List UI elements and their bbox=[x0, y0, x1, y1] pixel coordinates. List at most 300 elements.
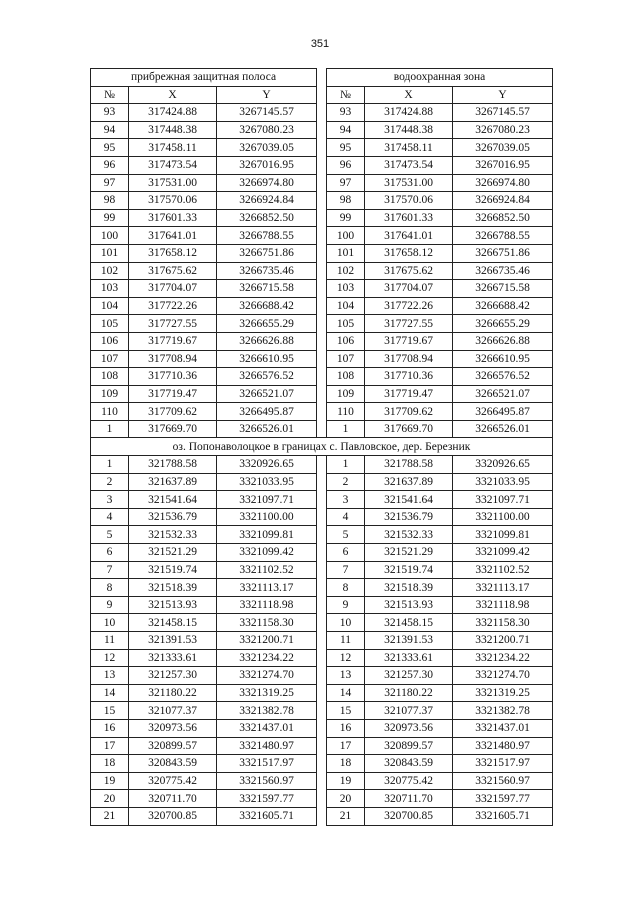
x-coordinate: 317727.55 bbox=[365, 315, 453, 333]
x-coordinate: 320711.70 bbox=[129, 790, 217, 808]
x-coordinate: 321518.39 bbox=[365, 579, 453, 597]
y-coordinate: 3266521.07 bbox=[453, 385, 553, 403]
y-coordinate: 3266924.84 bbox=[217, 192, 317, 210]
y-coordinate: 3267016.95 bbox=[217, 156, 317, 174]
point-number: 2 bbox=[327, 473, 365, 491]
table-row bbox=[91, 737, 553, 755]
point-number: 3 bbox=[91, 491, 129, 509]
x-coordinate: 317601.33 bbox=[129, 209, 217, 227]
x-coordinate: 321077.37 bbox=[365, 702, 453, 720]
y-coordinate: 3321274.70 bbox=[453, 667, 553, 685]
x-coordinate: 321536.79 bbox=[365, 508, 453, 526]
left-group-header: прибрежная защитная полоса bbox=[91, 69, 317, 87]
x-coordinate: 320899.57 bbox=[129, 737, 217, 755]
y-coordinate: 3321033.95 bbox=[217, 473, 317, 491]
x-coordinate: 320775.42 bbox=[129, 772, 217, 790]
point-number: 16 bbox=[327, 719, 365, 737]
x-coordinate: 321788.58 bbox=[365, 456, 453, 474]
y-coordinate: 3321517.97 bbox=[453, 755, 553, 773]
point-number: 10 bbox=[91, 614, 129, 632]
x-coordinate: 320973.56 bbox=[129, 719, 217, 737]
right-y-header: Y bbox=[453, 86, 553, 104]
table-row bbox=[91, 385, 553, 403]
point-number: 2 bbox=[91, 473, 129, 491]
point-number: 14 bbox=[327, 684, 365, 702]
column-gap bbox=[317, 86, 327, 104]
x-coordinate: 321257.30 bbox=[129, 667, 217, 685]
point-number: 100 bbox=[91, 227, 129, 245]
y-coordinate: 3266626.88 bbox=[217, 332, 317, 350]
point-number: 6 bbox=[327, 544, 365, 562]
column-gap bbox=[317, 227, 327, 245]
column-gap bbox=[317, 561, 327, 579]
column-gap bbox=[317, 69, 327, 87]
x-coordinate: 317601.33 bbox=[365, 209, 453, 227]
y-coordinate: 3267016.95 bbox=[453, 156, 553, 174]
table-row bbox=[91, 526, 553, 544]
point-number: 6 bbox=[91, 544, 129, 562]
column-gap bbox=[317, 280, 327, 298]
y-coordinate: 3321382.78 bbox=[217, 702, 317, 720]
column-gap bbox=[317, 297, 327, 315]
x-coordinate: 321333.61 bbox=[129, 649, 217, 667]
x-coordinate: 321532.33 bbox=[365, 526, 453, 544]
table-body bbox=[91, 69, 553, 826]
point-number: 16 bbox=[91, 719, 129, 737]
y-coordinate: 3266655.29 bbox=[217, 315, 317, 333]
point-number: 4 bbox=[327, 508, 365, 526]
y-coordinate: 3321158.30 bbox=[453, 614, 553, 632]
point-number: 13 bbox=[327, 667, 365, 685]
y-coordinate: 3266526.01 bbox=[453, 420, 553, 438]
column-gap bbox=[317, 526, 327, 544]
point-number: 104 bbox=[91, 297, 129, 315]
left-num-header: № bbox=[91, 86, 129, 104]
column-gap bbox=[317, 332, 327, 350]
y-coordinate: 3321437.01 bbox=[453, 719, 553, 737]
x-coordinate: 317570.06 bbox=[365, 192, 453, 210]
y-coordinate: 3266751.86 bbox=[217, 244, 317, 262]
y-coordinate: 3321597.77 bbox=[217, 790, 317, 808]
x-coordinate: 321391.53 bbox=[129, 632, 217, 650]
y-coordinate: 3266521.07 bbox=[217, 385, 317, 403]
point-number: 1 bbox=[91, 420, 129, 438]
point-number: 12 bbox=[91, 649, 129, 667]
column-gap bbox=[317, 350, 327, 368]
y-coordinate: 3267145.57 bbox=[453, 104, 553, 122]
x-coordinate: 320973.56 bbox=[365, 719, 453, 737]
y-coordinate: 3321200.71 bbox=[217, 632, 317, 650]
x-coordinate: 317570.06 bbox=[129, 192, 217, 210]
column-gap bbox=[317, 385, 327, 403]
column-gap bbox=[317, 579, 327, 597]
point-number: 99 bbox=[327, 209, 365, 227]
point-number: 8 bbox=[91, 579, 129, 597]
x-coordinate: 321513.93 bbox=[129, 596, 217, 614]
column-gap bbox=[317, 632, 327, 650]
y-coordinate: 3266852.50 bbox=[217, 209, 317, 227]
x-coordinate: 317658.12 bbox=[129, 244, 217, 262]
table-row bbox=[91, 209, 553, 227]
y-coordinate: 3266735.46 bbox=[453, 262, 553, 280]
table-row bbox=[91, 420, 553, 438]
y-coordinate: 3321097.71 bbox=[453, 491, 553, 509]
x-coordinate: 317708.94 bbox=[365, 350, 453, 368]
group-header-row bbox=[91, 69, 553, 87]
table-row bbox=[91, 473, 553, 491]
column-gap bbox=[317, 121, 327, 139]
y-coordinate: 3321437.01 bbox=[217, 719, 317, 737]
point-number: 12 bbox=[327, 649, 365, 667]
column-gap bbox=[317, 807, 327, 825]
y-coordinate: 3321099.81 bbox=[453, 526, 553, 544]
point-number: 7 bbox=[327, 561, 365, 579]
y-coordinate: 3266751.86 bbox=[453, 244, 553, 262]
y-coordinate: 3266715.58 bbox=[217, 280, 317, 298]
column-gap bbox=[317, 315, 327, 333]
point-number: 103 bbox=[91, 280, 129, 298]
x-coordinate: 317641.01 bbox=[365, 227, 453, 245]
x-coordinate: 320775.42 bbox=[365, 772, 453, 790]
y-coordinate: 3266626.88 bbox=[453, 332, 553, 350]
point-number: 98 bbox=[327, 192, 365, 210]
y-coordinate: 3266788.55 bbox=[453, 227, 553, 245]
table-row bbox=[91, 174, 553, 192]
table-row bbox=[91, 227, 553, 245]
table-row bbox=[91, 368, 553, 386]
x-coordinate: 317473.54 bbox=[365, 156, 453, 174]
table-row bbox=[91, 561, 553, 579]
x-coordinate: 317424.88 bbox=[129, 104, 217, 122]
point-number: 93 bbox=[91, 104, 129, 122]
point-number: 110 bbox=[327, 403, 365, 421]
table-row bbox=[91, 280, 553, 298]
x-coordinate: 317531.00 bbox=[365, 174, 453, 192]
x-coordinate: 320899.57 bbox=[365, 737, 453, 755]
x-coordinate: 317704.07 bbox=[129, 280, 217, 298]
table-row bbox=[91, 596, 553, 614]
point-number: 108 bbox=[327, 368, 365, 386]
point-number: 1 bbox=[327, 420, 365, 438]
y-coordinate: 3266495.87 bbox=[453, 403, 553, 421]
point-number: 1 bbox=[327, 456, 365, 474]
point-number: 109 bbox=[91, 385, 129, 403]
y-coordinate: 3321158.30 bbox=[217, 614, 317, 632]
x-coordinate: 320700.85 bbox=[365, 807, 453, 825]
x-coordinate: 317709.62 bbox=[129, 403, 217, 421]
y-coordinate: 3321274.70 bbox=[217, 667, 317, 685]
x-coordinate: 321536.79 bbox=[129, 508, 217, 526]
column-gap bbox=[317, 456, 327, 474]
y-coordinate: 3321234.22 bbox=[217, 649, 317, 667]
x-coordinate: 317722.26 bbox=[365, 297, 453, 315]
x-coordinate: 317448.38 bbox=[129, 121, 217, 139]
y-coordinate: 3321597.77 bbox=[453, 790, 553, 808]
x-coordinate: 317675.62 bbox=[365, 262, 453, 280]
y-coordinate: 3321099.42 bbox=[453, 544, 553, 562]
y-coordinate: 3321102.52 bbox=[453, 561, 553, 579]
x-coordinate: 321391.53 bbox=[365, 632, 453, 650]
point-number: 104 bbox=[327, 297, 365, 315]
x-coordinate: 317458.11 bbox=[129, 139, 217, 157]
point-number: 96 bbox=[91, 156, 129, 174]
y-coordinate: 3321234.22 bbox=[453, 649, 553, 667]
table-row bbox=[91, 807, 553, 825]
y-coordinate: 3321100.00 bbox=[217, 508, 317, 526]
y-coordinate: 3266610.95 bbox=[453, 350, 553, 368]
point-number: 105 bbox=[327, 315, 365, 333]
point-number: 98 bbox=[91, 192, 129, 210]
point-number: 17 bbox=[327, 737, 365, 755]
point-number: 101 bbox=[327, 244, 365, 262]
x-coordinate: 317531.00 bbox=[129, 174, 217, 192]
point-number: 21 bbox=[327, 807, 365, 825]
x-coordinate: 321458.15 bbox=[129, 614, 217, 632]
right-num-header: № bbox=[327, 86, 365, 104]
x-coordinate: 321519.74 bbox=[365, 561, 453, 579]
point-number: 109 bbox=[327, 385, 365, 403]
y-coordinate: 3266526.01 bbox=[217, 420, 317, 438]
point-number: 11 bbox=[91, 632, 129, 650]
point-number: 9 bbox=[327, 596, 365, 614]
y-coordinate: 3320926.65 bbox=[217, 456, 317, 474]
table-row bbox=[91, 350, 553, 368]
coordinates-table bbox=[90, 68, 553, 826]
point-number: 13 bbox=[91, 667, 129, 685]
point-number: 10 bbox=[327, 614, 365, 632]
point-number: 18 bbox=[91, 755, 129, 773]
y-coordinate: 3321100.00 bbox=[453, 508, 553, 526]
table-row bbox=[91, 192, 553, 210]
y-coordinate: 3321113.17 bbox=[217, 579, 317, 597]
point-number: 94 bbox=[327, 121, 365, 139]
point-number: 97 bbox=[91, 174, 129, 192]
y-coordinate: 3321099.42 bbox=[217, 544, 317, 562]
column-gap bbox=[317, 420, 327, 438]
x-coordinate: 321521.29 bbox=[365, 544, 453, 562]
column-gap bbox=[317, 544, 327, 562]
point-number: 108 bbox=[91, 368, 129, 386]
x-coordinate: 317424.88 bbox=[365, 104, 453, 122]
column-gap bbox=[317, 719, 327, 737]
table-row bbox=[91, 755, 553, 773]
x-coordinate: 320700.85 bbox=[129, 807, 217, 825]
column-gap bbox=[317, 702, 327, 720]
column-gap bbox=[317, 209, 327, 227]
point-number: 103 bbox=[327, 280, 365, 298]
y-coordinate: 3266688.42 bbox=[217, 297, 317, 315]
section-title: оз. Попонаволоцкое в границах с. Павловское, дер. Березник bbox=[91, 438, 553, 456]
x-coordinate: 317710.36 bbox=[365, 368, 453, 386]
column-gap bbox=[317, 139, 327, 157]
y-coordinate: 3266576.52 bbox=[453, 368, 553, 386]
x-coordinate: 317719.67 bbox=[365, 332, 453, 350]
x-coordinate: 321257.30 bbox=[365, 667, 453, 685]
column-gap bbox=[317, 508, 327, 526]
x-coordinate: 321513.93 bbox=[365, 596, 453, 614]
table-row bbox=[91, 719, 553, 737]
y-coordinate: 3266610.95 bbox=[217, 350, 317, 368]
point-number: 1 bbox=[91, 456, 129, 474]
y-coordinate: 3321480.97 bbox=[453, 737, 553, 755]
table-row bbox=[91, 315, 553, 333]
x-coordinate: 317709.62 bbox=[365, 403, 453, 421]
point-number: 8 bbox=[327, 579, 365, 597]
x-coordinate: 321180.22 bbox=[365, 684, 453, 702]
point-number: 7 bbox=[91, 561, 129, 579]
point-number: 4 bbox=[91, 508, 129, 526]
point-number: 95 bbox=[327, 139, 365, 157]
table-row bbox=[91, 139, 553, 157]
left-y-header: Y bbox=[217, 86, 317, 104]
x-coordinate: 321077.37 bbox=[129, 702, 217, 720]
point-number: 21 bbox=[91, 807, 129, 825]
y-coordinate: 3267039.05 bbox=[217, 139, 317, 157]
table-row bbox=[91, 456, 553, 474]
x-coordinate: 317719.47 bbox=[129, 385, 217, 403]
column-gap bbox=[317, 755, 327, 773]
point-number: 102 bbox=[327, 262, 365, 280]
table-row bbox=[91, 262, 553, 280]
table-row bbox=[91, 297, 553, 315]
point-number: 107 bbox=[91, 350, 129, 368]
y-coordinate: 3266688.42 bbox=[453, 297, 553, 315]
column-gap bbox=[317, 737, 327, 755]
table-row bbox=[91, 244, 553, 262]
section-title-row bbox=[91, 438, 553, 456]
point-number: 19 bbox=[91, 772, 129, 790]
point-number: 3 bbox=[327, 491, 365, 509]
table-row bbox=[91, 332, 553, 350]
x-coordinate: 321788.58 bbox=[129, 456, 217, 474]
page-number: 351 bbox=[310, 38, 330, 50]
y-coordinate: 3266576.52 bbox=[217, 368, 317, 386]
column-gap bbox=[317, 596, 327, 614]
table-row bbox=[91, 632, 553, 650]
column-gap bbox=[317, 684, 327, 702]
column-gap bbox=[317, 790, 327, 808]
point-number: 95 bbox=[91, 139, 129, 157]
y-coordinate: 3267080.23 bbox=[217, 121, 317, 139]
point-number: 101 bbox=[91, 244, 129, 262]
y-coordinate: 3320926.65 bbox=[453, 456, 553, 474]
point-number: 94 bbox=[91, 121, 129, 139]
point-number: 11 bbox=[327, 632, 365, 650]
y-coordinate: 3267080.23 bbox=[453, 121, 553, 139]
x-coordinate: 320843.59 bbox=[129, 755, 217, 773]
column-gap bbox=[317, 156, 327, 174]
y-coordinate: 3321560.97 bbox=[217, 772, 317, 790]
x-coordinate: 320711.70 bbox=[365, 790, 453, 808]
y-coordinate: 3266974.80 bbox=[453, 174, 553, 192]
y-coordinate: 3321319.25 bbox=[453, 684, 553, 702]
y-coordinate: 3321319.25 bbox=[217, 684, 317, 702]
point-number: 105 bbox=[91, 315, 129, 333]
y-coordinate: 3321118.98 bbox=[217, 596, 317, 614]
y-coordinate: 3321382.78 bbox=[453, 702, 553, 720]
point-number: 106 bbox=[327, 332, 365, 350]
table-row bbox=[91, 544, 553, 562]
y-coordinate: 3321097.71 bbox=[217, 491, 317, 509]
point-number: 93 bbox=[327, 104, 365, 122]
x-coordinate: 317669.70 bbox=[129, 420, 217, 438]
table-row bbox=[91, 702, 553, 720]
x-coordinate: 317719.67 bbox=[129, 332, 217, 350]
y-coordinate: 3266715.58 bbox=[453, 280, 553, 298]
table-row bbox=[91, 508, 553, 526]
y-coordinate: 3266655.29 bbox=[453, 315, 553, 333]
x-coordinate: 320843.59 bbox=[365, 755, 453, 773]
column-gap bbox=[317, 649, 327, 667]
y-coordinate: 3266974.80 bbox=[217, 174, 317, 192]
table-row bbox=[91, 491, 553, 509]
column-gap bbox=[317, 772, 327, 790]
x-coordinate: 317727.55 bbox=[129, 315, 217, 333]
y-coordinate: 3321605.71 bbox=[453, 807, 553, 825]
x-coordinate: 317722.26 bbox=[129, 297, 217, 315]
column-gap bbox=[317, 244, 327, 262]
point-number: 17 bbox=[91, 737, 129, 755]
y-coordinate: 3321113.17 bbox=[453, 579, 553, 597]
x-coordinate: 317473.54 bbox=[129, 156, 217, 174]
left-x-header: X bbox=[129, 86, 217, 104]
x-coordinate: 317458.11 bbox=[365, 139, 453, 157]
y-coordinate: 3266495.87 bbox=[217, 403, 317, 421]
point-number: 15 bbox=[327, 702, 365, 720]
point-number: 97 bbox=[327, 174, 365, 192]
column-gap bbox=[317, 473, 327, 491]
y-coordinate: 3321480.97 bbox=[217, 737, 317, 755]
point-number: 106 bbox=[91, 332, 129, 350]
table-row bbox=[91, 684, 553, 702]
point-number: 5 bbox=[327, 526, 365, 544]
x-coordinate: 317448.38 bbox=[365, 121, 453, 139]
y-coordinate: 3266788.55 bbox=[217, 227, 317, 245]
point-number: 96 bbox=[327, 156, 365, 174]
x-coordinate: 317641.01 bbox=[129, 227, 217, 245]
y-coordinate: 3266735.46 bbox=[217, 262, 317, 280]
x-coordinate: 317719.47 bbox=[365, 385, 453, 403]
column-gap bbox=[317, 403, 327, 421]
y-coordinate: 3321517.97 bbox=[217, 755, 317, 773]
column-header-row bbox=[91, 86, 553, 104]
x-coordinate: 321532.33 bbox=[129, 526, 217, 544]
x-coordinate: 321541.64 bbox=[129, 491, 217, 509]
table-row bbox=[91, 790, 553, 808]
point-number: 102 bbox=[91, 262, 129, 280]
y-coordinate: 3321200.71 bbox=[453, 632, 553, 650]
x-coordinate: 317658.12 bbox=[365, 244, 453, 262]
x-coordinate: 321521.29 bbox=[129, 544, 217, 562]
x-coordinate: 321180.22 bbox=[129, 684, 217, 702]
point-number: 15 bbox=[91, 702, 129, 720]
y-coordinate: 3266852.50 bbox=[453, 209, 553, 227]
right-group-header: водоохранная зона bbox=[327, 69, 553, 87]
table-row bbox=[91, 667, 553, 685]
y-coordinate: 3321560.97 bbox=[453, 772, 553, 790]
column-gap bbox=[317, 262, 327, 280]
x-coordinate: 317704.07 bbox=[365, 280, 453, 298]
table-row bbox=[91, 614, 553, 632]
table-row bbox=[91, 156, 553, 174]
column-gap bbox=[317, 667, 327, 685]
point-number: 9 bbox=[91, 596, 129, 614]
table-row bbox=[91, 104, 553, 122]
table-row bbox=[91, 772, 553, 790]
point-number: 19 bbox=[327, 772, 365, 790]
x-coordinate: 321333.61 bbox=[365, 649, 453, 667]
right-x-header: X bbox=[365, 86, 453, 104]
